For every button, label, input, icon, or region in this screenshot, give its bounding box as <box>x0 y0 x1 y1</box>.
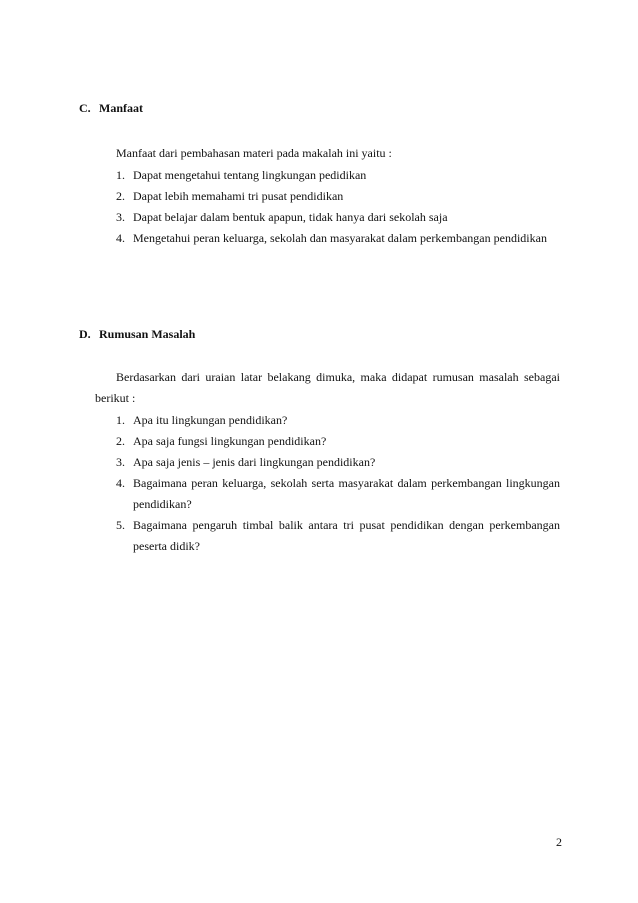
section-d-list <box>116 410 560 557</box>
list-item <box>116 452 560 473</box>
page-number: 2 <box>556 835 562 849</box>
list-item-number: 4. <box>116 231 125 245</box>
list-item-number: 2. <box>116 189 125 203</box>
section-c-letter: C. <box>79 101 91 115</box>
list-item <box>116 165 560 186</box>
list-item-number: 3. <box>116 455 125 469</box>
section-d-heading <box>79 327 195 342</box>
list-item-number: 1. <box>116 168 125 182</box>
section-c-heading <box>79 101 143 116</box>
list-item-text: Dapat belajar dalam bentuk apapun, tidak hanya dari sekolah saja <box>133 210 448 224</box>
section-d-intro-line2: berikut : <box>95 391 136 405</box>
list-item-number: 2. <box>116 434 125 448</box>
list-item-text: Dapat mengetahui tentang lingkungan pedidikan <box>133 168 367 182</box>
list-item <box>116 473 560 515</box>
list-item <box>116 515 560 557</box>
list-item-text: Bagaimana pengaruh timbal balik antara tri pusat pendidikan dengan perkembangan peserta didik? <box>133 518 560 553</box>
list-item-text: Apa itu lingkungan pendidikan? <box>133 413 288 427</box>
list-item <box>116 207 560 228</box>
list-item <box>116 410 560 431</box>
list-item <box>116 228 560 249</box>
list-item-number: 4. <box>116 476 125 490</box>
list-item-number: 3. <box>116 210 125 224</box>
list-item <box>116 431 560 452</box>
list-item-text: Dapat lebih memahami tri pusat pendidikan <box>133 189 344 203</box>
list-item-text: Apa saja fungsi lingkungan pendidikan? <box>133 434 327 448</box>
section-c-intro: Manfaat dari pembahasan materi pada makalah ini yaitu : <box>116 146 392 160</box>
section-c-title: Manfaat <box>99 101 143 115</box>
list-item <box>116 186 560 207</box>
list-item-text: Mengetahui peran keluarga, sekolah dan masyarakat dalam perkembangan pendidikan <box>133 231 547 245</box>
section-d-intro-line1: Berdasarkan dari uraian latar belakang dimuka, maka didapat rumusan masalah sebagai <box>116 370 560 384</box>
list-item-number: 1. <box>116 413 125 427</box>
section-c-list <box>116 165 560 249</box>
list-item-number: 5. <box>116 518 125 532</box>
section-d-letter: D. <box>79 327 91 341</box>
list-item-text: Apa saja jenis – jenis dari lingkungan pendidikan? <box>133 455 376 469</box>
section-d-title: Rumusan Masalah <box>99 327 196 341</box>
list-item-text: Bagaimana peran keluarga, sekolah serta masyarakat dalam perkembangan lingkungan pendidikan? <box>133 476 560 511</box>
